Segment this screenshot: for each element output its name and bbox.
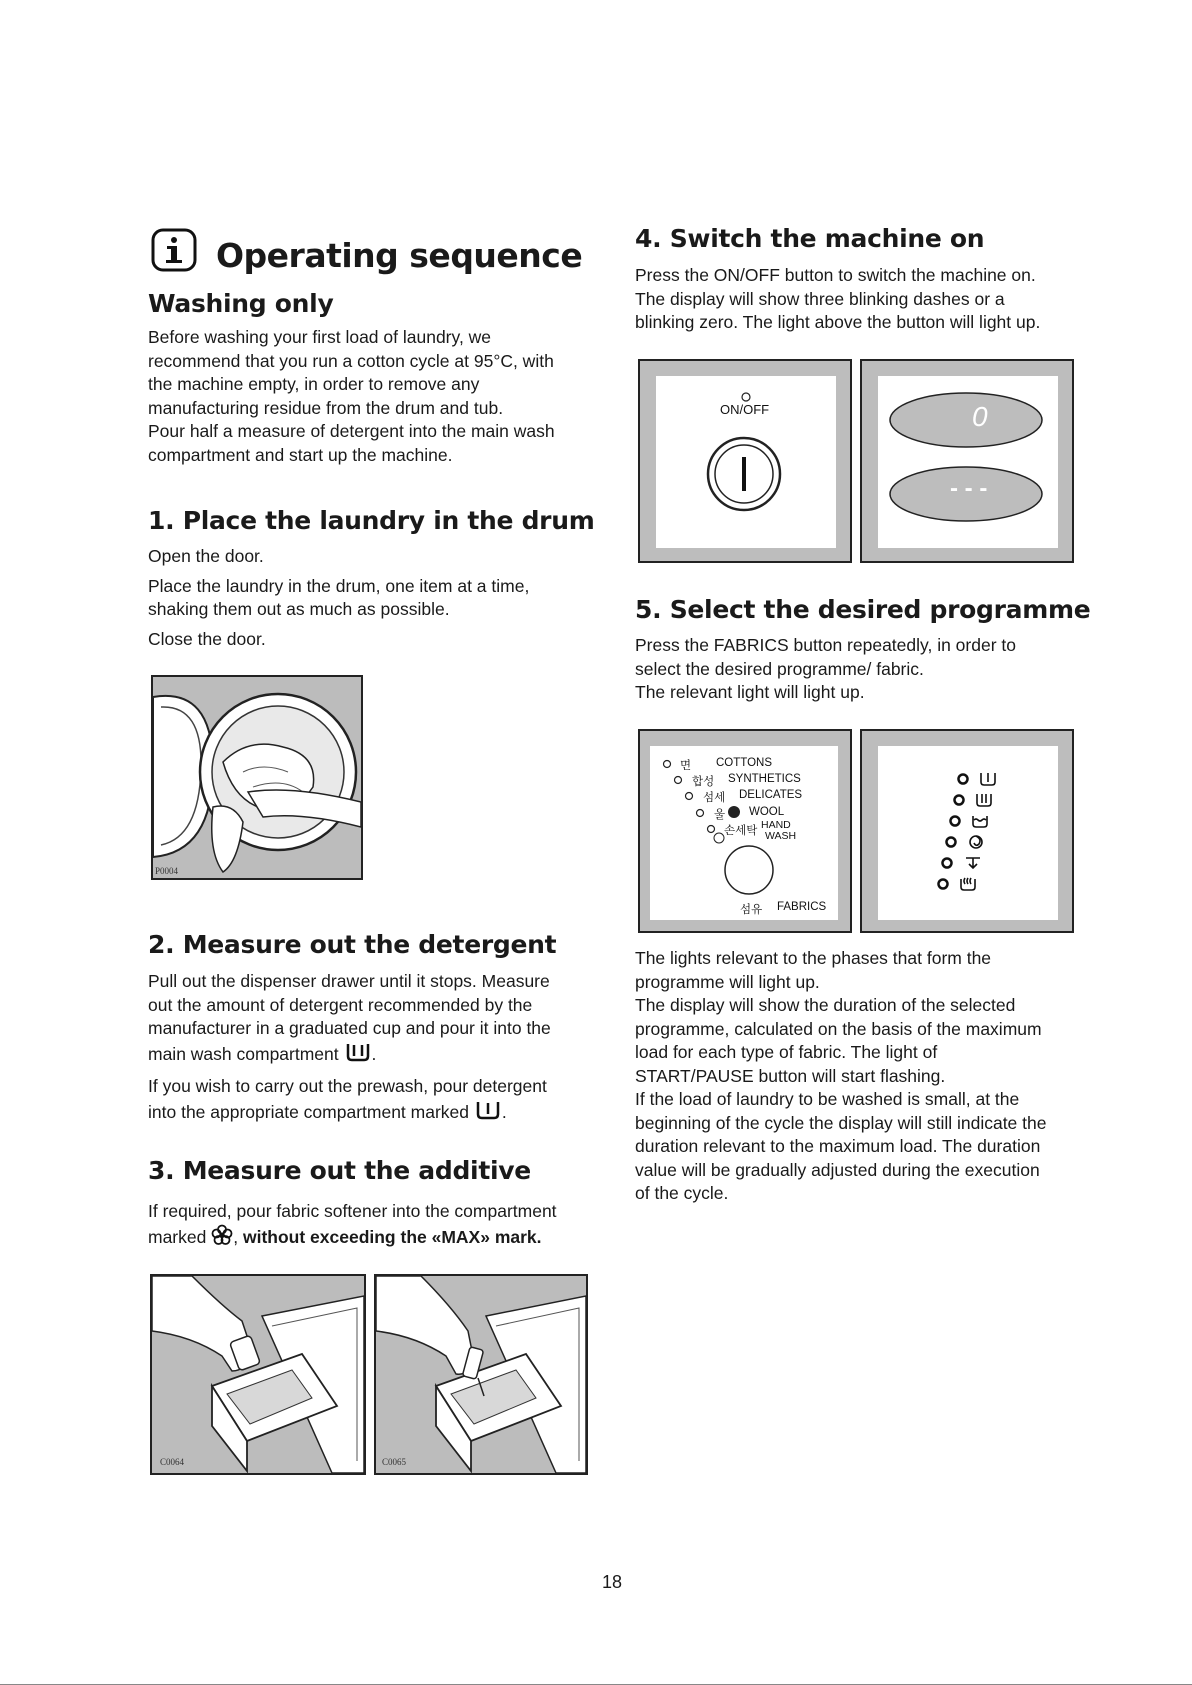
programme-wool: WOOL: [749, 806, 785, 818]
washing-only-text: Before washing your first load of laundry, we recommend that you run a cotton cycle at 95°C, with the machine empty, in order to remove any manufacturing residue from the drum and tub. Pour half a measure of detergent into the main wash compartment and start up the machine.: [148, 327, 555, 465]
detergent-drawer-illustration-left: [150, 1274, 366, 1475]
step5-text: Press the FABRICS button repeatedly, in order to select the desired programme/ fabric. The relevant light will light up.: [635, 635, 1016, 702]
step1-heading: 1. Place the laundry in the drum: [148, 506, 595, 535]
figure-code: P0004: [155, 866, 179, 876]
step1-text: Open the door. Place the laundry in the drum, one item at a time, shaking them out as much as possible. Close the door.: [148, 546, 530, 649]
step3-text: If required, pour fabric softener into the compartment marked , without exceeding the «MAX» mark.: [148, 1200, 557, 1252]
on-off-panel-illustration: [638, 359, 852, 563]
step5-after-text: The lights relevant to the phases that form the programme will light up. The display will show the duration of the selected programme, calculated on the basis of the maximum load for each type of fabric. The light of START/PAUSE button will start flashing. If the load of laundry to be washed is small, at the beginning of the cycle the display will still indicate the duration relevant to the maximum load. The duration value will be gradually adjusted during the execution of the cycle.: [635, 948, 1047, 1203]
programme-hand: HAND: [761, 819, 791, 831]
step4-text: Press the ON/OFF button to switch the machine on. The display will show three blinking dashes or a blinking zero. The light above the button will light up.: [635, 265, 1041, 332]
softener-flower-icon: [211, 1224, 233, 1253]
on-off-label: ON/OFF: [720, 402, 770, 417]
washing-only-heading: Washing only: [148, 289, 334, 318]
fabrics-ko-label: 섬유: [740, 904, 763, 916]
programme-ko-wool: 울: [714, 809, 726, 821]
programme-synthetics: SYNTHETICS: [728, 773, 801, 785]
programme-ko-hand: 손세탁: [724, 825, 758, 837]
programme-delicates: DELICATES: [739, 789, 803, 801]
page-title: Operating sequence: [216, 236, 583, 275]
display-zero: 0: [972, 401, 988, 432]
laundry-drum-illustration: [151, 675, 363, 880]
page-number: 18: [602, 1572, 623, 1592]
step3-heading: 3. Measure out the additive: [148, 1156, 531, 1185]
info-icon: [151, 228, 197, 274]
step5-heading: 5. Select the desired programme: [635, 595, 1091, 624]
phase-lights-illustration: [860, 729, 1074, 933]
programme-ko-synthetics: 합성: [692, 776, 715, 788]
step2-heading: 2. Measure out the detergent: [148, 930, 557, 959]
figure-code: C0065: [382, 1457, 407, 1467]
prewash-icon: [474, 1099, 502, 1128]
step4-heading: 4. Switch the machine on: [635, 224, 985, 253]
figure-code: C0064: [160, 1457, 185, 1467]
programme-hand-wash: WASH: [765, 830, 797, 842]
display-illustration: [860, 359, 1074, 563]
programme-ko-delicates: 섬세: [703, 792, 726, 804]
display-dashes: - - -: [950, 475, 988, 502]
step2-text: Pull out the dispenser drawer until it stops. Measure out the amount of detergent recommended by the manufacturer in a graduated cup and pour it into the main wash compartment . If you wish to carry out the prewash, pour detergent into the appropriate compartment marked .: [148, 970, 551, 1127]
fabrics-panel-illustration: [638, 729, 852, 933]
detergent-drawer-illustration-right: [374, 1274, 588, 1475]
programme-cottons: COTTONS: [716, 757, 773, 769]
fabrics-label: FABRICS: [777, 901, 827, 913]
main-wash-icon: [344, 1041, 372, 1070]
programme-ko-cottons: 면: [680, 760, 692, 772]
